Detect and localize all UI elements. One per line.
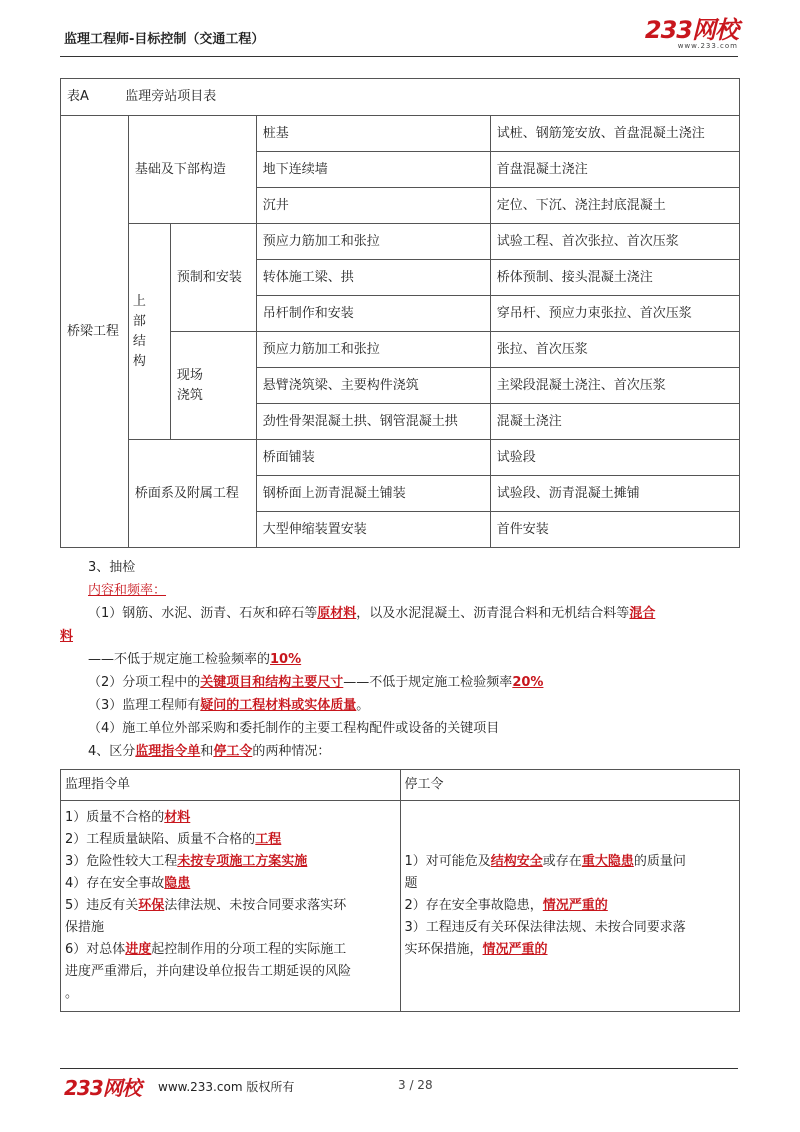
highlight: 隐患: [164, 876, 191, 891]
list-item-cont: [65, 961, 396, 983]
text: 2）存在安全事故隐患，: [404, 898, 543, 913]
category-cell: 桥梁工程: [61, 116, 129, 548]
text: （3）监理工程师有: [88, 698, 201, 713]
highlight: 进度: [125, 942, 152, 957]
highlight: 混合: [629, 606, 656, 621]
group-cast-in-place: [170, 332, 256, 440]
text: 的质量问: [633, 854, 686, 869]
section3-subheading: [88, 579, 166, 598]
text: ——不低于规定施工检验频率: [343, 675, 513, 690]
document-title: 监理工程师-目标控制（交通工程）: [64, 32, 265, 47]
list-item: [65, 895, 396, 917]
text: 或存在: [542, 854, 582, 869]
row-points: 定位、下沉、浇注封底混凝土: [490, 188, 739, 224]
list-item: [65, 829, 396, 851]
col-header-stop-work: 停工令: [400, 770, 740, 801]
highlight: 情况严重的: [482, 942, 548, 957]
row-item: 悬臂浇筑梁、主要构件浇筑: [256, 368, 490, 404]
table-row: [61, 801, 740, 1012]
group-precast: 预制和安装: [170, 224, 256, 332]
section4-heading: [88, 740, 330, 759]
logo-text: 233网校: [644, 16, 738, 44]
section3-item2: [88, 671, 543, 690]
footer-divider: [60, 1068, 738, 1069]
list-item: [65, 939, 396, 961]
highlight: 20%: [512, 675, 544, 690]
list-item: [405, 895, 736, 917]
highlight: 重大隐患: [581, 854, 634, 869]
text: 1）对可能危及: [404, 854, 491, 869]
section3-heading: 3、抽检: [88, 560, 136, 575]
highlight: 环保: [138, 898, 165, 913]
text: 保措施: [65, 920, 105, 935]
row-points: 主梁段混凝土浇注、首次压浆: [490, 368, 739, 404]
table-row: [61, 116, 740, 152]
section3-item1: [88, 602, 655, 621]
highlight: 停工令: [213, 744, 253, 759]
section3-item1-freq: [88, 648, 301, 667]
table-caption-row: [61, 79, 740, 116]
table-row: [61, 224, 740, 260]
row-item: 大型伸缩装置安装: [256, 512, 490, 548]
section3-item4: （4）施工单位外部采购和委托制作的主要工程构配件或设备的关键项目: [88, 721, 500, 736]
row-points: 桥体预制、接头混凝土浇注: [490, 260, 739, 296]
highlight: 情况严重的: [542, 898, 608, 913]
row-item: 桥面铺装: [256, 440, 490, 476]
row-item: 桩基: [256, 116, 490, 152]
col-header-instruction: 监理指令单: [61, 770, 401, 801]
table-row: [61, 440, 740, 476]
row-item: 劲性骨架混凝土拱、钢管混凝土拱: [256, 404, 490, 440]
text: 2）工程质量缺陷、质量不合格的: [65, 832, 256, 847]
list-item-cont: [65, 983, 396, 1005]
text: 法律法规、未按合同要求落实环: [164, 898, 347, 913]
list-item: [405, 851, 736, 873]
text: 3）危险性较大工程: [65, 854, 178, 869]
row-points: 试验段: [490, 440, 739, 476]
row-item: 预应力筋加工和张拉: [256, 332, 490, 368]
list-item: [65, 873, 396, 895]
row-item: 吊杆制作和安装: [256, 296, 490, 332]
text: ——不低于规定施工检验频率的: [88, 652, 271, 667]
highlight: 料: [60, 629, 74, 644]
row-points: 首件安装: [490, 512, 739, 548]
row-points: 试桩、钢筋笼安放、首盘混凝土浇注: [490, 116, 739, 152]
text: 。: [356, 698, 370, 713]
supervision-table: [60, 78, 740, 548]
text: 题: [404, 876, 418, 891]
highlight: 原材料: [317, 606, 357, 621]
row-points: 穿吊杆、预应力束张拉、首次压浆: [490, 296, 739, 332]
row-item: 预应力筋加工和张拉: [256, 224, 490, 260]
highlight: 疑问的工程材料或实体质量: [200, 698, 357, 713]
table-caption-label: 表A: [67, 89, 89, 104]
text: 和: [200, 744, 214, 759]
highlight: 材料: [164, 810, 191, 825]
section3-item3: [88, 694, 369, 713]
section3-item1-cont: [60, 625, 73, 644]
stop-work-cases: [400, 801, 740, 1012]
row-points: 首盘混凝土浇注: [490, 152, 739, 188]
text: 。: [65, 986, 79, 1001]
text: 5）违反有关: [65, 898, 139, 913]
row-item: 钢桥面上沥青混凝土铺装: [256, 476, 490, 512]
list-item: [405, 917, 736, 939]
highlight: 关键项目和结构主要尺寸: [200, 675, 344, 690]
list-item: [65, 807, 396, 829]
text: 3）工程违反有关环保法律法规、未按合同要求落: [404, 920, 686, 935]
row-item: 转体施工梁、拱: [256, 260, 490, 296]
header-divider: [60, 56, 738, 57]
group-deck: 桥面系及附属工程: [128, 440, 256, 548]
section3-subheading-text: 内容和频率：: [88, 583, 167, 598]
highlight: 未按专项施工方案实施: [177, 854, 308, 869]
text: 1）质量不合格的: [65, 810, 165, 825]
row-item: 沉井: [256, 188, 490, 224]
group-superstructure-label: 上部结构: [132, 293, 146, 369]
footer-copyright: www.233.com 版权所有: [158, 1080, 295, 1094]
footer-logo: 233网校: [64, 1076, 141, 1100]
row-points: 张拉、首次压浆: [490, 332, 739, 368]
row-points: 混凝土浇注: [490, 404, 739, 440]
list-item-cont: [405, 873, 736, 895]
text: 4、区分: [88, 744, 136, 759]
list-item-cont: [405, 939, 736, 961]
table-caption-title: 监理旁站项目表: [125, 89, 217, 104]
highlight: 结构安全: [490, 854, 543, 869]
text: 6）对总体: [65, 942, 126, 957]
group-superstructure: [128, 224, 170, 440]
text: ，以及水泥混凝土、沥青混合料和无机结合料等: [356, 606, 630, 621]
text: 进度严重滞后，并向建设单位报告工期延误的风险: [65, 964, 352, 979]
group-foundation: 基础及下部构造: [128, 116, 256, 224]
table-header-row: [61, 770, 740, 801]
list-item-cont: [65, 917, 396, 939]
text: （1）钢筋、水泥、沥青、石灰和碎石等: [88, 606, 318, 621]
page-number: 3 / 28: [398, 1078, 433, 1092]
highlight: 工程: [255, 832, 282, 847]
text: 的两种情况：: [252, 744, 331, 759]
logo-url: www.233.com: [677, 42, 738, 50]
instruction-cases: [61, 801, 401, 1012]
group-cast-in-place-label: 现场浇筑: [176, 367, 203, 403]
text: （2）分项工程中的: [88, 675, 201, 690]
text: 起控制作用的分项工程的实际施工: [151, 942, 347, 957]
highlight: 监理指令单: [135, 744, 201, 759]
row-item: 地下连续墙: [256, 152, 490, 188]
brand-logo: [645, 18, 738, 50]
text: 实环保措施，: [404, 942, 483, 957]
row-points: 试验工程、首次张拉、首次压浆: [490, 224, 739, 260]
instruction-comparison-table: [60, 769, 740, 1012]
row-points: 试验段、沥青混凝土摊铺: [490, 476, 739, 512]
highlight: 10%: [270, 652, 302, 667]
list-item: [65, 851, 396, 873]
text: 4）存在安全事故: [65, 876, 165, 891]
